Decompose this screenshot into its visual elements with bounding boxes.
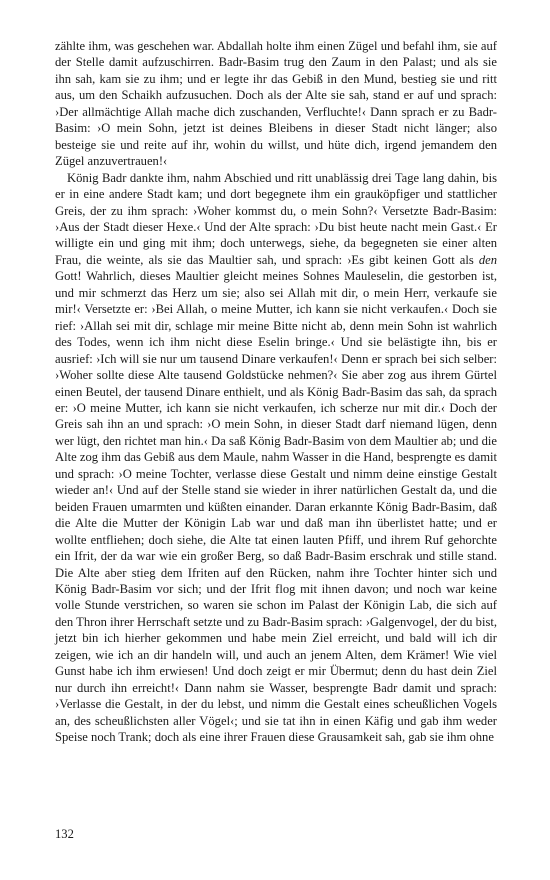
paragraph-1: zählte ihm, was geschehen war. Abdallah holte ihm einen Zügel und befahl ihm, sie auf der Stelle damit aufzuschirren. Badr-Basim trug den Zaum in den Palast; und als sie ihn sah, kam sie zu ihm; und er legte ihr das Gebiß in den Mund, bestieg sie und ritt aus, um den Schaikh aufzusuchen. Doch als der Alte sie sah, stand er auf und sprach: ›Der allmächtige Allah mache dich zuschanden, Verfluchte!‹ Dann sprach er zu Badr-Basim: ›O mein Sohn, jetzt ist deines Bleibens in dieser Stadt nicht länger; also besteige sie und reite auf ihr, wohin du willst, und hüte dich, irgend jemandem den Zügel anzuvertrauen!‹ [55, 39, 497, 169]
paragraph-2-part-1: König Badr dankte ihm, nahm Abschied und ritt unablässig drei Tage lang dahin, bis er in eine andere Stadt kam; und dort begegnete ihm ein grauköpfiger und stattlicher Greis, der zu ihm sprach: ›Woher kommst du, o mein Sohn?‹ Versetzte Badr-Basim: ›Aus der Stadt dieser Hexe.‹ Und der Alte sprach: ›Du bist heute nacht mein Gast.‹ Er willigte ein und ging mit ihm; doch unterwegs, siehe, da begegneten sie einer alten Frau, die weinte, als sie das Maultier sah, und sprach: ›Es gibt keinen Gott als [55, 170, 497, 267]
paragraph-2-part-2: Gott! Wahrlich, dieses Maultier gleicht meines Sohnes Mauleselin, die gestorben ist, und mir schmerzt das Herz um sie; also sei Allah mit dir, o mein Herr, verkaufe sie mir!‹ Versetzte er: ›Bei Allah, o meine Mutter, ich kann sie nicht verkaufen.‹ Doch sie rief: ›Allah sei mit dir, schlage mir meine Bitte nicht ab, denn mein Sohn ist wahrlich des Todes, wenn ich ihm nicht diese Eselin bringe.‹ Und sie belästigte ihn, bis er ausrief: ›Ich will sie nur um tausend Dinare verkaufen!‹ Denn er sprach bei sich selber: ›Woher sollte diese Alte tausend Goldstücke nehmen?‹ Sie aber zog aus ihrem Gürtel einen Beutel, der tausend Dinare enthielt, und als König Badr-Basim das sah, da sprach er: ›O meine Mutter, ich kann sie nicht verkaufen, ich scherze nur mit dir.‹ Doch der Greis sah ihn an und sprach: ›O mein Sohn, in dieser Stadt darf niemand lügen, denn wer lügt, den richtet man hin.‹ Da saß König Badr-Basim von dem Maultier ab; und die Alte zog ihm das Gebiß aus dem Maule, nahm Wasser in die Hand, besprengte es damit und sprach: ›O meine Tochter, verlasse diese Gestalt und nimm deine einstige Gestalt wieder an!‹ Und auf der Stelle stand sie wieder in ihrer natürlichen Gestalt da, und die beiden Frauen umarmten und küßten einander. Daran erkannte König Badr-Basim, daß die Alte die Mutter der Königin Lab war und daß man ihn überlistet hatte; und er wollte entfliehen; doch siehe, die Alte tat einen lauten Pfiff, und ihrem Ruf gehorchte ein Ifrit, der da war wie ein großer Berg, so daß Badr-Basim erschrak und stille stand. Die Alte aber stieg dem Ifriten auf den Rücken, nahm ihre Tochter hinter sich und König Badr-Basim vor sich; und der Ifrit flog mit ihnen davon; und noch war keine volle Stunde verstrichen, so waren sie schon im Palast der Königin Lab, die sich auf den Thron ihrer Herrschaft setzte und zu Badr-Basim sprach: ›Galgenvogel, der du bist, jetzt bin ich hierher gekommen und habe mein Ziel erreicht, und bald will ich dir zeigen, wie ich an dir handeln will, und auch an jenem Alten, dem Krämer! Wie viel Gunst habe ich ihm erwiesen! Und doch zeigt er mir Übermut; denn du hast dein Ziel nur durch ihn erreicht!‹ Dann nahm sie Wasser, besprengte Badr damit und sprach: ›Verlasse die Gestalt, in der du lebst, und nimm die Gestalt eines scheußlichen Vogels an, des scheußlichsten aller Vögel‹; und sie tat ihn in einen Käfig und gab ihm weder Speise noch Trank; doch als eine ihrer Frauen diese Grausamkeit sah, gab sie ihm ohne [55, 269, 497, 745]
emphasized-word: den [478, 252, 497, 267]
body-text [55, 38, 497, 745]
page-number: 132 [55, 827, 74, 841]
paragraph-2 [55, 170, 497, 746]
